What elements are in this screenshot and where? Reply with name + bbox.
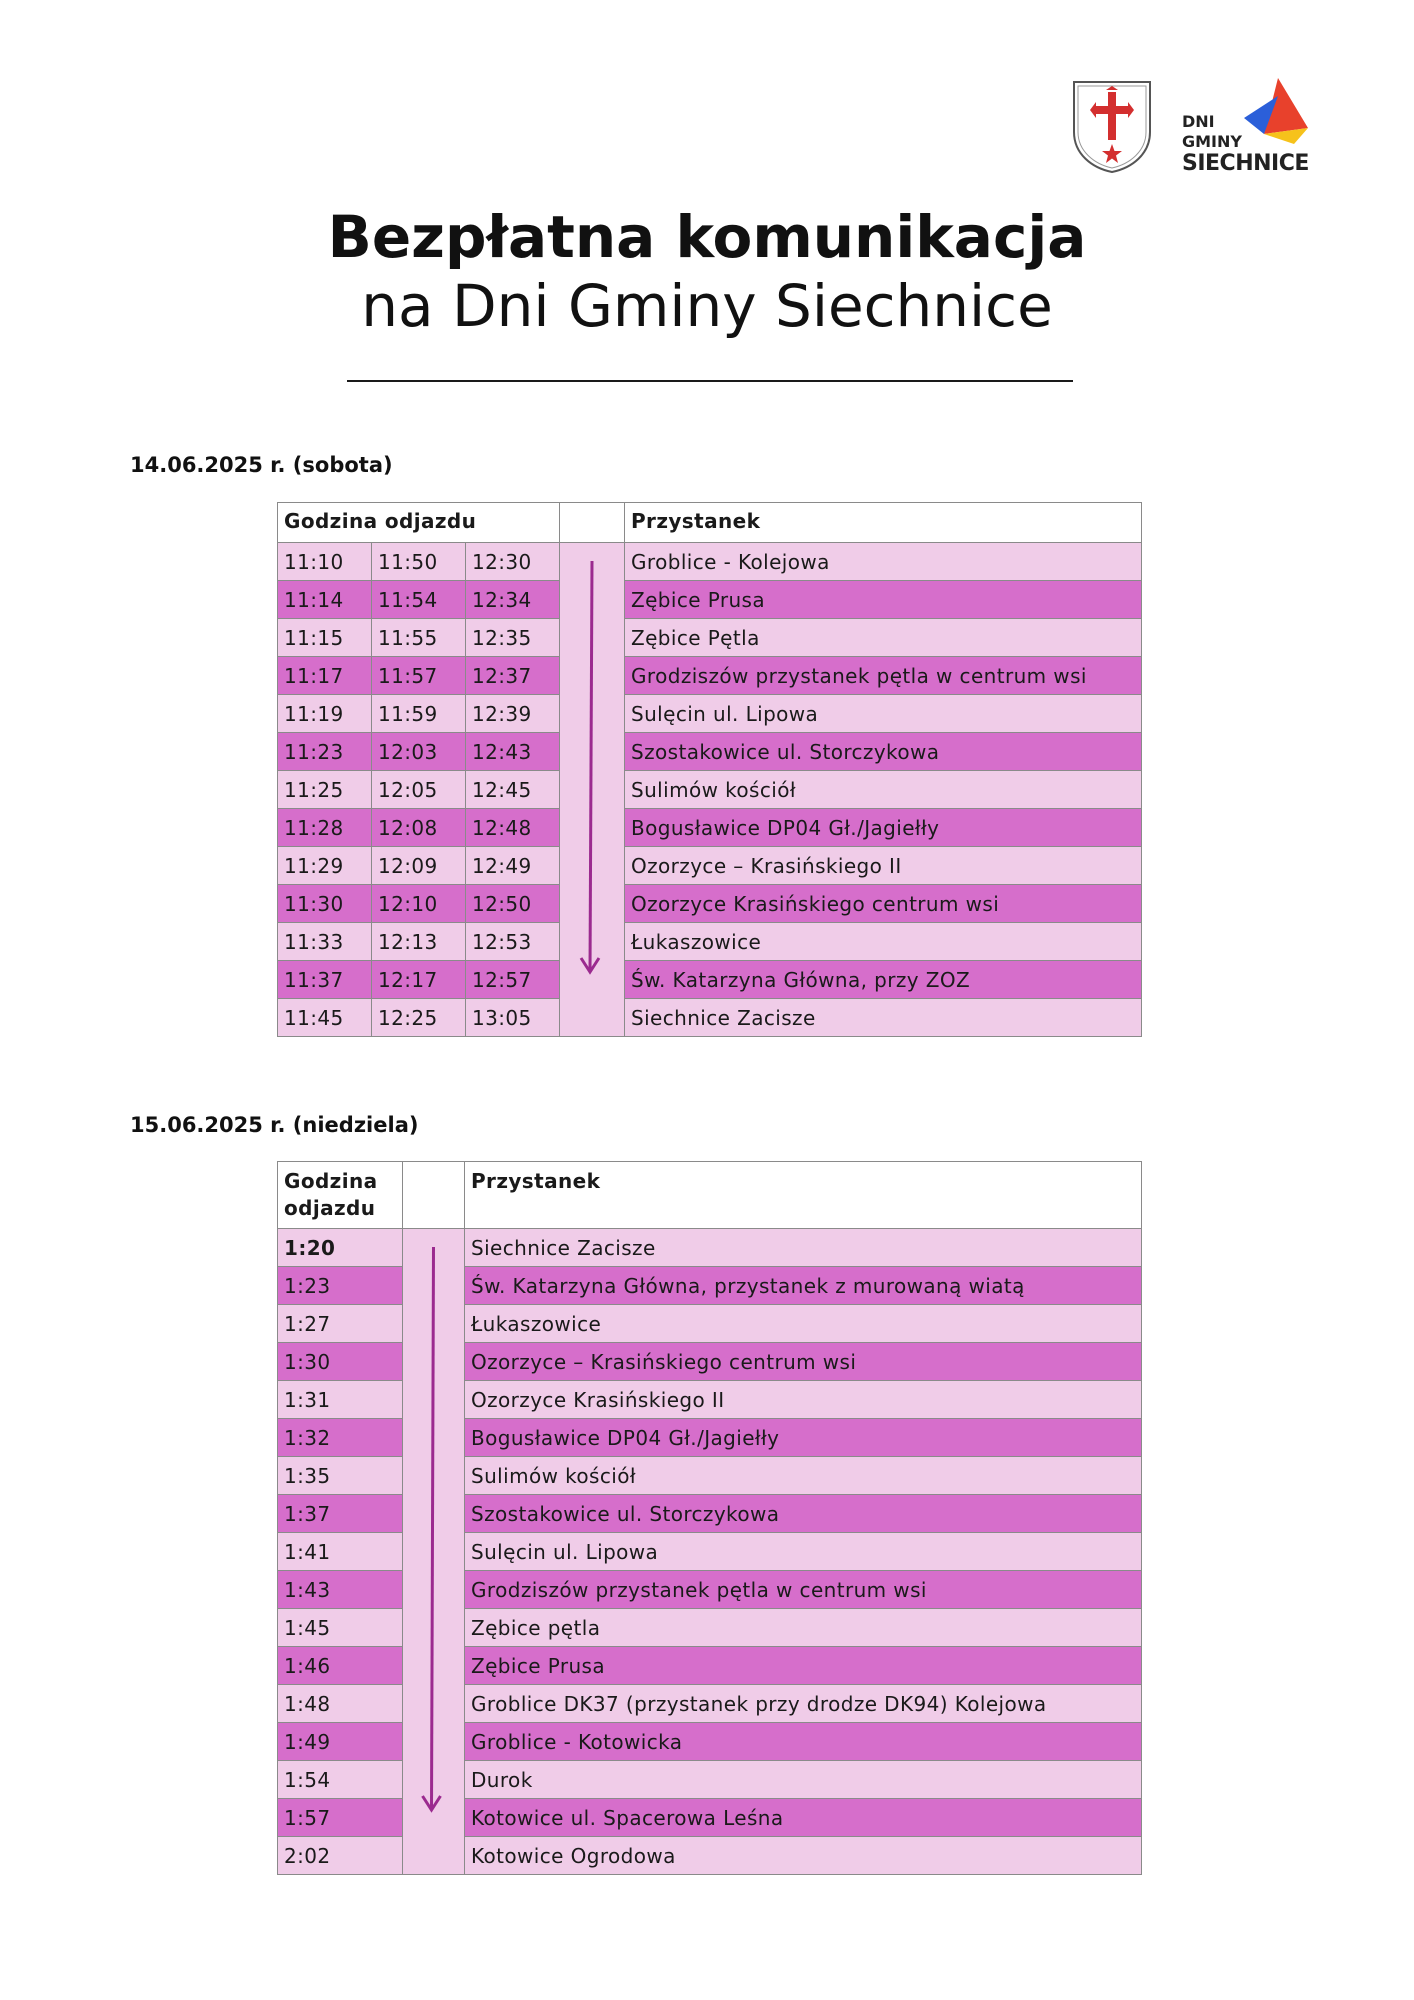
stop-name-cell: Zębice Pętla: [625, 619, 1142, 657]
departure-time-cell: 1:46: [278, 1647, 403, 1685]
departure-time-cell: 1:31: [278, 1381, 403, 1419]
departure-time-cell: 1:32: [278, 1419, 403, 1457]
stop-name-cell: Grodziszów przystanek pętla w centrum wsi: [625, 657, 1142, 695]
down-arrow-icon: [403, 1229, 464, 1874]
departure-time-cell: 1:27: [278, 1305, 403, 1343]
departure-time-cell: 11:57: [372, 657, 466, 695]
departure-time-cell: 2:02: [278, 1837, 403, 1875]
departure-time-cell: 1:54: [278, 1761, 403, 1799]
table-row: [278, 885, 1142, 923]
departure-time-cell: 1:43: [278, 1571, 403, 1609]
departure-time-cell: 11:10: [278, 543, 372, 581]
stop-name-cell: Ozorzyce Krasińskiego centrum wsi: [625, 885, 1142, 923]
table-row: [278, 733, 1142, 771]
departure-time-cell: 11:29: [278, 847, 372, 885]
departure-time-cell: 12:48: [466, 809, 560, 847]
brand-line-2: GMINY: [1182, 132, 1242, 151]
table-row: [278, 809, 1142, 847]
table-row: [278, 847, 1142, 885]
departure-time-cell: 12:13: [372, 923, 466, 961]
departure-time-cell: 12:43: [466, 733, 560, 771]
departure-time-cell: 12:49: [466, 847, 560, 885]
departure-time-cell: 11:55: [372, 619, 466, 657]
departure-time-cell: 11:23: [278, 733, 372, 771]
departure-time-cell: 12:08: [372, 809, 466, 847]
departure-time-cell: 11:54: [372, 581, 466, 619]
departure-time-cell: 12:34: [466, 581, 560, 619]
direction-arrow-cell: [403, 1229, 465, 1875]
departure-time-cell: 11:14: [278, 581, 372, 619]
brand-line-1: DNI: [1182, 112, 1215, 131]
departure-time-cell: 12:09: [372, 847, 466, 885]
stop-name-cell: Durok: [465, 1761, 1142, 1799]
stop-name-cell: Sulęcin ul. Lipowa: [465, 1533, 1142, 1571]
table-row: [278, 923, 1142, 961]
departure-time-cell: 11:25: [278, 771, 372, 809]
table-row: [278, 657, 1142, 695]
departure-time-cell: 11:59: [372, 695, 466, 733]
sunday-schedule-table: [277, 1161, 1142, 1875]
departure-time-cell: 12:30: [466, 543, 560, 581]
stop-name-cell: Bogusławice DP04 Gł./Jagiełły: [625, 809, 1142, 847]
departure-time-cell: 12:05: [372, 771, 466, 809]
stop-name-cell: Groblice DK37 (przystanek przy drodze DK94) Kolejowa: [465, 1685, 1142, 1723]
table-row: [278, 1229, 1142, 1267]
saturday-date-label: 14.06.2025 r. (sobota): [130, 453, 393, 477]
departure-time-cell: 11:19: [278, 695, 372, 733]
header-stop: Przystanek: [465, 1162, 1142, 1229]
departure-time-cell: 11:30: [278, 885, 372, 923]
departure-time-cell: 1:48: [278, 1685, 403, 1723]
sunday-date-label: 15.06.2025 r. (niedziela): [130, 1113, 419, 1137]
table-header-row: [278, 1162, 1142, 1229]
title-divider: [347, 380, 1073, 382]
direction-arrow-cell: [560, 543, 625, 1037]
table-row: [278, 543, 1142, 581]
stop-name-cell: Kotowice Ogrodowa: [465, 1837, 1142, 1875]
dni-gminy-siechnice-logo: [1182, 76, 1308, 176]
siechnice-coat-of-arms-icon: [1070, 78, 1154, 174]
departure-time-cell: 11:50: [372, 543, 466, 581]
departure-time-cell: 12:10: [372, 885, 466, 923]
page-title: Bezpłatna komunikacja: [327, 203, 1087, 271]
stop-name-cell: Sulimów kościół: [625, 771, 1142, 809]
departure-time-cell: 1:37: [278, 1495, 403, 1533]
stop-name-cell: Sulęcin ul. Lipowa: [625, 695, 1142, 733]
table-row: [278, 581, 1142, 619]
header-departure-time: [278, 1162, 403, 1229]
stop-name-cell: Groblice - Kolejowa: [625, 543, 1142, 581]
departure-time-cell: 11:45: [278, 999, 372, 1037]
stop-name-cell: Grodziszów przystanek pętla w centrum wsi: [465, 1571, 1142, 1609]
departure-time-cell: 12:39: [466, 695, 560, 733]
departure-time-cell: 1:45: [278, 1609, 403, 1647]
header-logos: [1066, 76, 1316, 176]
stop-name-cell: Siechnice Zacisze: [465, 1229, 1142, 1267]
stop-name-cell: Św. Katarzyna Główna, przy ZOZ: [625, 961, 1142, 999]
departure-time-cell: 1:23: [278, 1267, 403, 1305]
departure-time-cell: 11:37: [278, 961, 372, 999]
arrow-shaft: [590, 561, 592, 972]
stop-name-cell: Bogusławice DP04 Gł./Jagiełły: [465, 1419, 1142, 1457]
stop-name-cell: Ozorzyce Krasińskiego II: [465, 1381, 1142, 1419]
departure-time-cell: 1:20: [278, 1229, 403, 1267]
table-row: [278, 961, 1142, 999]
header-departure-time: Godzina odjazdu: [278, 503, 560, 543]
table-row: [278, 619, 1142, 657]
brand-line-3: SIECHNICE: [1182, 151, 1309, 176]
stop-name-cell: Zębice Prusa: [465, 1647, 1142, 1685]
stop-name-cell: Szostakowice ul. Storczykowa: [465, 1495, 1142, 1533]
stop-name-cell: Kotowice ul. Spacerowa Leśna: [465, 1799, 1142, 1837]
departure-time-cell: 12:25: [372, 999, 466, 1037]
stop-name-cell: Szostakowice ul. Storczykowa: [625, 733, 1142, 771]
arrow-shaft: [432, 1247, 434, 1810]
stop-name-cell: Groblice - Kotowicka: [465, 1723, 1142, 1761]
header-time-line2: odjazdu: [284, 1196, 376, 1220]
departure-time-cell: 1:41: [278, 1533, 403, 1571]
header-arrow-column: [403, 1162, 465, 1229]
departure-time-cell: 1:30: [278, 1343, 403, 1381]
departure-time-cell: 13:05: [466, 999, 560, 1037]
departure-time-cell: 12:17: [372, 961, 466, 999]
departure-time-cell: 12:45: [466, 771, 560, 809]
page-subtitle: na Dni Gminy Siechnice: [361, 272, 1053, 340]
departure-time-cell: 12:35: [466, 619, 560, 657]
departure-time-cell: 1:57: [278, 1799, 403, 1837]
departure-time-cell: 11:28: [278, 809, 372, 847]
departure-time-cell: 11:15: [278, 619, 372, 657]
departure-time-cell: 1:35: [278, 1457, 403, 1495]
departure-time-cell: 11:17: [278, 657, 372, 695]
stop-name-cell: Siechnice Zacisze: [625, 999, 1142, 1037]
departure-time-cell: 12:37: [466, 657, 560, 695]
stop-name-cell: Łukaszowice: [465, 1305, 1142, 1343]
departure-time-cell: 12:53: [466, 923, 560, 961]
stop-name-cell: Św. Katarzyna Główna, przystanek z murowaną wiatą: [465, 1267, 1142, 1305]
stop-name-cell: Zębice pętla: [465, 1609, 1142, 1647]
header-arrow-column: [560, 503, 625, 543]
stop-name-cell: Sulimów kościół: [465, 1457, 1142, 1495]
table-header-row: [278, 503, 1142, 543]
departure-time-cell: 12:57: [466, 961, 560, 999]
table-row: [278, 695, 1142, 733]
table-row: [278, 771, 1142, 809]
header-time-line1: Godzina: [284, 1169, 378, 1193]
down-arrow-icon: [560, 543, 624, 1036]
departure-time-cell: 1:49: [278, 1723, 403, 1761]
stop-name-cell: Ozorzyce – Krasińskiego II: [625, 847, 1142, 885]
stop-name-cell: Łukaszowice: [625, 923, 1142, 961]
stop-name-cell: Ozorzyce – Krasińskiego centrum wsi: [465, 1343, 1142, 1381]
header-stop: Przystanek: [625, 503, 1142, 543]
saturday-schedule-table: [277, 502, 1142, 1037]
departure-time-cell: 12:50: [466, 885, 560, 923]
departure-time-cell: 11:33: [278, 923, 372, 961]
stop-name-cell: Zębice Prusa: [625, 581, 1142, 619]
departure-time-cell: 12:03: [372, 733, 466, 771]
table-row: [278, 999, 1142, 1037]
